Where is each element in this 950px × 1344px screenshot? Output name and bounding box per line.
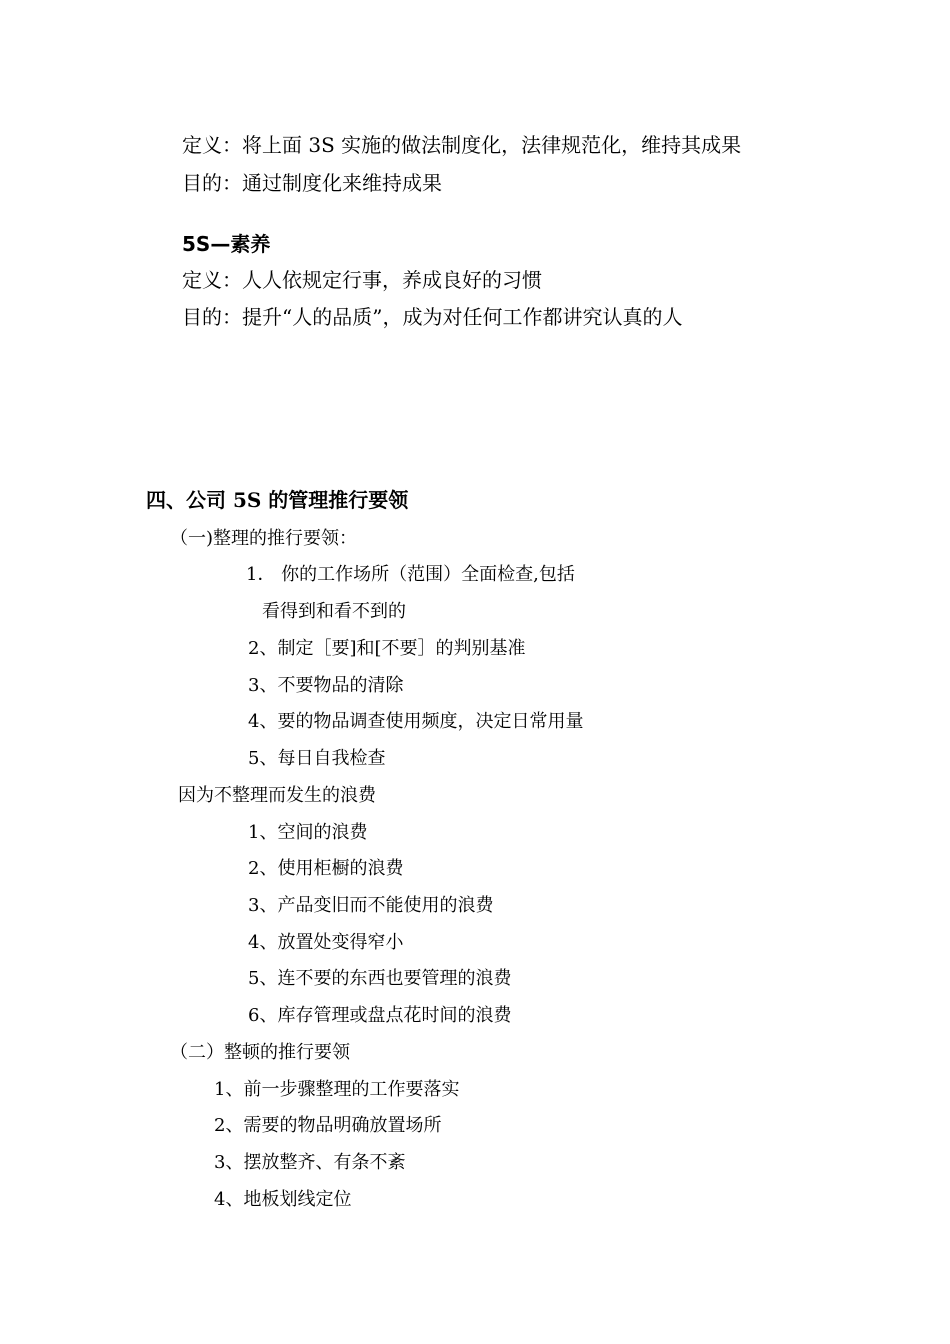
waste-item-6: 6、库存管理或盘点花时间的浪费 bbox=[248, 1005, 512, 1026]
part1-title: （一)整理的推行要领： bbox=[170, 528, 358, 549]
5s-definition: 定义：人人依规定行事，养成良好的习惯 bbox=[182, 268, 542, 292]
waste-item-2: 2、使用柜橱的浪费 bbox=[248, 858, 404, 879]
part2-item-2: 2、需要的物品明确放置场所 bbox=[214, 1115, 442, 1136]
3s-purpose: 目的：通过制度化来维持成果 bbox=[182, 171, 442, 195]
waste-item-3: 3、产品变旧而不能使用的浪费 bbox=[248, 895, 494, 916]
3s-definition: 定义：将上面 3S 实施的做法制度化，法律规范化，维持其成果 bbox=[182, 133, 742, 157]
part1-item1-line1: 1． 你的工作场所（范围）全面检查,包括 bbox=[246, 564, 575, 585]
part1-item2: 2、制定［要]和[不要］的判别基准 bbox=[248, 638, 526, 659]
waste-item-1: 1、空间的浪费 bbox=[248, 822, 368, 843]
part1-item4: 4、要的物品调查使用频度，决定日常用量 bbox=[248, 711, 584, 732]
part1-item5: 5、每日自我检查 bbox=[248, 748, 386, 769]
waste-title: 因为不整理而发生的浪费 bbox=[178, 785, 376, 806]
part2-title: （二）整顿的推行要领 bbox=[170, 1042, 350, 1063]
5s-purpose: 目的：提升“人的品质”，成为对任何工作都讲究认真的人 bbox=[182, 305, 683, 329]
section-four-heading: 四、公司 5S 的管理推行要领 bbox=[146, 488, 409, 512]
part2-item-4: 4、地板划线定位 bbox=[214, 1189, 352, 1210]
5s-heading: 5S—素养 bbox=[182, 232, 271, 256]
part2-item-3: 3、摆放整齐、有条不紊 bbox=[214, 1152, 406, 1173]
part1-item3: 3、不要物品的清除 bbox=[248, 675, 404, 696]
part2-item-1: 1、前一步骤整理的工作要落实 bbox=[214, 1079, 460, 1100]
waste-item-5: 5、连不要的东西也要管理的浪费 bbox=[248, 968, 512, 989]
waste-item-4: 4、放置处变得窄小 bbox=[248, 932, 404, 953]
part1-item1-line2: 看得到和看不到的 bbox=[262, 601, 406, 622]
